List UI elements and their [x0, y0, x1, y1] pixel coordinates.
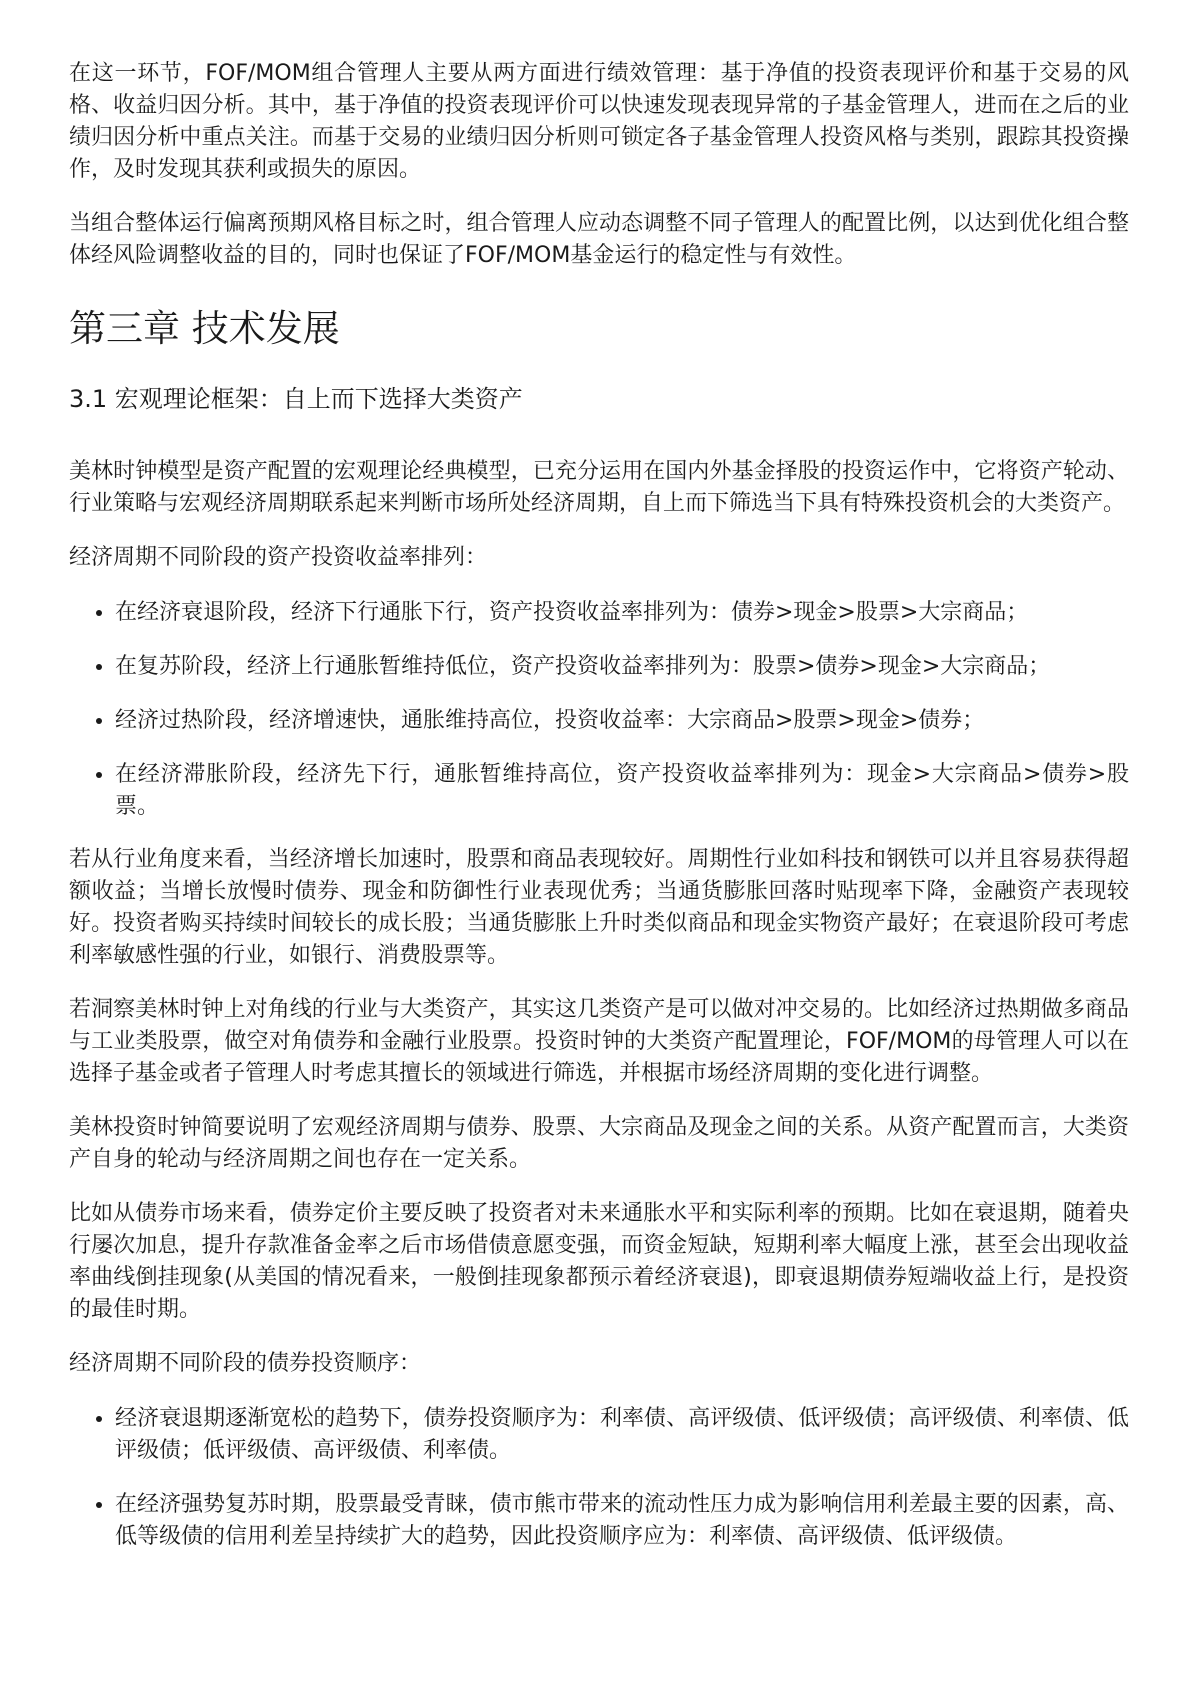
intro-paragraph-performance: 在这一环节，FOF/MOM组合管理人主要从两方面进行绩效管理：基于净值的投资表现评价和基于交易的风格、收益归因分析。其中，基于净值的投资表现评价可以快速发现表现异常的子基金管理人，进而在之后的业绩归因分析中重点关注。而基于交易的业绩归因分析则可锁定各子基金管理人投资风格与类别，跟踪其投资操作，及时发现其获利或损失的原因。	[69, 61, 1129, 182]
list-item: • 在经济衰退阶段，经济下行通胀下行，资产投资收益率排列为：债券>现金>股票>大宗商品；	[115, 596, 1129, 629]
chapter-title: 第三章 技术发展	[69, 307, 340, 350]
paragraph-industry-view: 若从行业角度来看，当经济增长加速时，股票和商品表现较好。周期性行业如科技和钢铁可以并且容易获得超额收益；当增长放慢时债券、现金和防御性行业表现优秀；当通货膨胀回落时贴现率下降，金融资产表现较好。投资者购买持续时间较长的成长股；当通货膨胀上升时类似商品和现金实物资产最好；在衰退阶段可考虑利率敏感性强的行业，如银行、消费股票等。	[69, 847, 1129, 968]
asset-ranking-list	[69, 596, 1129, 823]
paragraph-bond-market: 比如从债券市场来看，债券定价主要反映了投资者对未来通胀水平和实际利率的预期。比如在衰退期，随着央行屡次加息，提升存款准备金率之后市场借债意愿变强，而资金短缺，短期利率大幅度上涨，甚至会出现收益率曲线倒挂现象(从美国的情况看来，一般倒挂现象都预示着经济衰退)，即衰退期债券短端收益上行，是投资的最佳时期。	[69, 1201, 1129, 1322]
list-item: • 在经济滞胀阶段，经济先下行，通胀暂维持高位，资产投资收益率排列为：现金>大宗商品>债券>股票。	[115, 758, 1129, 823]
document-page	[69, 58, 1129, 1574]
list-item: • 在复苏阶段，经济上行通胀暂维持低位，资产投资收益率排列为：股票>债券>现金>大宗商品；	[115, 650, 1129, 683]
bond-order-list	[69, 1402, 1129, 1553]
paragraph-merrill-clock: 美林时钟模型是资产配置的宏观理论经典模型，已充分运用在国内外基金择股的投资运作中，它将资产轮动、行业策略与宏观经济周期联系起来判断市场所处经济周期，自上而下筛选当下具有特殊投资机会的大类资产。	[69, 459, 1129, 516]
list-item: • 在经济强势复苏时期，股票最受青睐，债市熊市带来的流动性压力成为影响信用利差最主要的因素，高、低等级债的信用利差呈持续扩大的趋势，因此投资顺序应为：利率债、高评级债、低评级债。	[115, 1488, 1129, 1553]
list-item: • 经济过热阶段，经济增速快，通胀维持高位，投资收益率：大宗商品>股票>现金>债券；	[115, 704, 1129, 737]
paragraph-asset-ranking-lead: 经济周期不同阶段的资产投资收益率排列：	[69, 545, 488, 570]
paragraph-diagonal-hedge: 若洞察美林时钟上对角线的行业与大类资产，其实这几类资产是可以做对冲交易的。比如经济过热期做多商品与工业类股票，做空对角债券和金融行业股票。投资时钟的大类资产配置理论，FOF/MOM的母管理人可以在选择子基金或者子管理人时考虑其擅长的领域进行筛选，并根据市场经济周期的变化进行调整。	[69, 997, 1129, 1086]
paragraph-bond-order-lead: 经济周期不同阶段的债券投资顺序：	[69, 1351, 422, 1376]
section-title: 3.1 宏观理论框架：自上而下选择大类资产	[69, 385, 523, 413]
paragraph-clock-summary: 美林投资时钟简要说明了宏观经济周期与债券、股票、大宗商品及现金之间的关系。从资产配置而言，大类资产自身的轮动与经济周期之间也存在一定关系。	[69, 1115, 1129, 1172]
list-item: • 经济衰退期逐渐宽松的趋势下，债券投资顺序为：利率债、高评级债、低评级债；高评级债、利率债、低评级债；低评级债、高评级债、利率债。	[115, 1402, 1129, 1467]
intro-paragraph-rebalance: 当组合整体运行偏离预期风格目标之时，组合管理人应动态调整不同子管理人的配置比例，以达到优化组合整体经风险调整收益的目的，同时也保证了FOF/MOM基金运行的稳定性与有效性。	[69, 211, 1129, 268]
